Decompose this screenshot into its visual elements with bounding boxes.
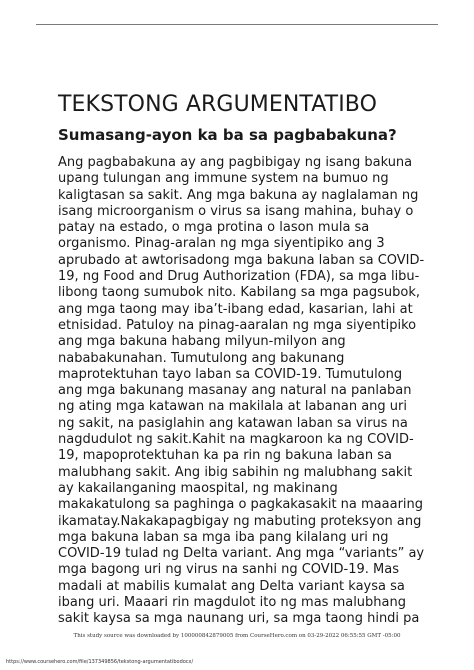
body-line: maprotektuhan tayo laban sa COVID-19. Tumutulong <box>58 366 403 382</box>
body-line: ng sakit, na pasiglahin ang katawan laban sa virus na <box>58 415 408 431</box>
body-line: makakatulong sa paghinga o pagkakasakit na maaaring <box>58 497 424 513</box>
source-url[interactable]: https://www.coursehero.com/file/137349856/tekstong-argumentatibodocx/ <box>6 659 194 665</box>
document-subtitle: Sumasang-ayon ka ba sa pagbabakuna? <box>58 126 397 144</box>
download-notice: This study source was downloaded by 100000842879005 from CourseHero.com on 03-29-2022 06:55:55 GMT -05:00 <box>73 633 401 639</box>
body-line: ang mga bakunang masanay ang natural na panlaban <box>58 383 412 399</box>
body-line: malubhang sakit. Ang ibig sabihin ng malubhang sakit <box>58 464 413 480</box>
body-line: madali at mabilis kumalat ang Delta variant kaysa sa <box>58 578 405 594</box>
body-line: mga bakuna laban sa mga iba pang kilalang uri ng <box>58 529 389 545</box>
body-line: patay na estado, o mga protina o lason mula sa <box>58 220 370 236</box>
body-line: sakit kaysa sa mga naunang uri, sa mga taong hindi pa <box>58 611 420 627</box>
body-line: ang mga bakuna habang milyun-milyon ang <box>58 334 346 350</box>
header-divider <box>36 24 438 25</box>
body-line: 19, ng Food and Drug Authorization (FDA), sa mga libu- <box>58 269 420 285</box>
body-line: COVID-19 tulad ng Delta variant. Ang mga “variants” ay <box>58 546 425 562</box>
body-line: ng ating mga katawan na makilala at labanan ang uri <box>58 399 407 415</box>
body-line: kaligtasan sa sakit. Ang mga bakuna ay naglalaman ng <box>58 187 419 203</box>
body-paragraph <box>58 155 425 628</box>
body-line: organismo. Pinag-aralan ng mga siyentipiko ang 3 <box>58 236 385 252</box>
body-line: isang microorganism o virus sa isang mahina, buhay o <box>58 203 414 219</box>
body-line: nababakunahan. Tumutulong ang bakunang <box>58 350 345 366</box>
body-line: 19, mapoprotektuhan ka pa rin ng bakuna laban sa <box>58 448 392 464</box>
body-line: libong taong sumubok nito. Kabilang sa mga pagsubok, <box>58 285 420 301</box>
body-line: ang mga taong may iba’t-ibang edad, kasarian, lahi at <box>58 301 413 317</box>
body-line: ay kakailanganing maospital, ng makinang <box>58 480 338 496</box>
page-title: TEKSTONG ARGUMENTATIBO <box>58 92 378 117</box>
body-line: Ang pagbabakuna ay ang pagbibigay ng isang bakuna <box>58 155 413 170</box>
body-line: ikamatay.Nakakapagbigay ng mabuting proteksyon ang <box>58 513 422 529</box>
body-line: upang tulungan ang immune system na bumuo ng <box>58 171 389 187</box>
body-line: etnisidad. Patuloy na pinag-aaralan ng mga siyentipiko <box>58 317 417 333</box>
body-line: aprubado at awtorisadong mga bakuna laban sa COVID- <box>58 252 425 268</box>
body-line: mga bagong uri ng virus na sanhi ng COVID-19. Mas <box>58 562 400 578</box>
body-line: ibang uri. Maaari rin magdulot ito ng mas malubhang <box>58 595 406 611</box>
body-line: nagdudulot ng sakit.Kahit na magkaroon ka ng COVID- <box>58 432 414 448</box>
